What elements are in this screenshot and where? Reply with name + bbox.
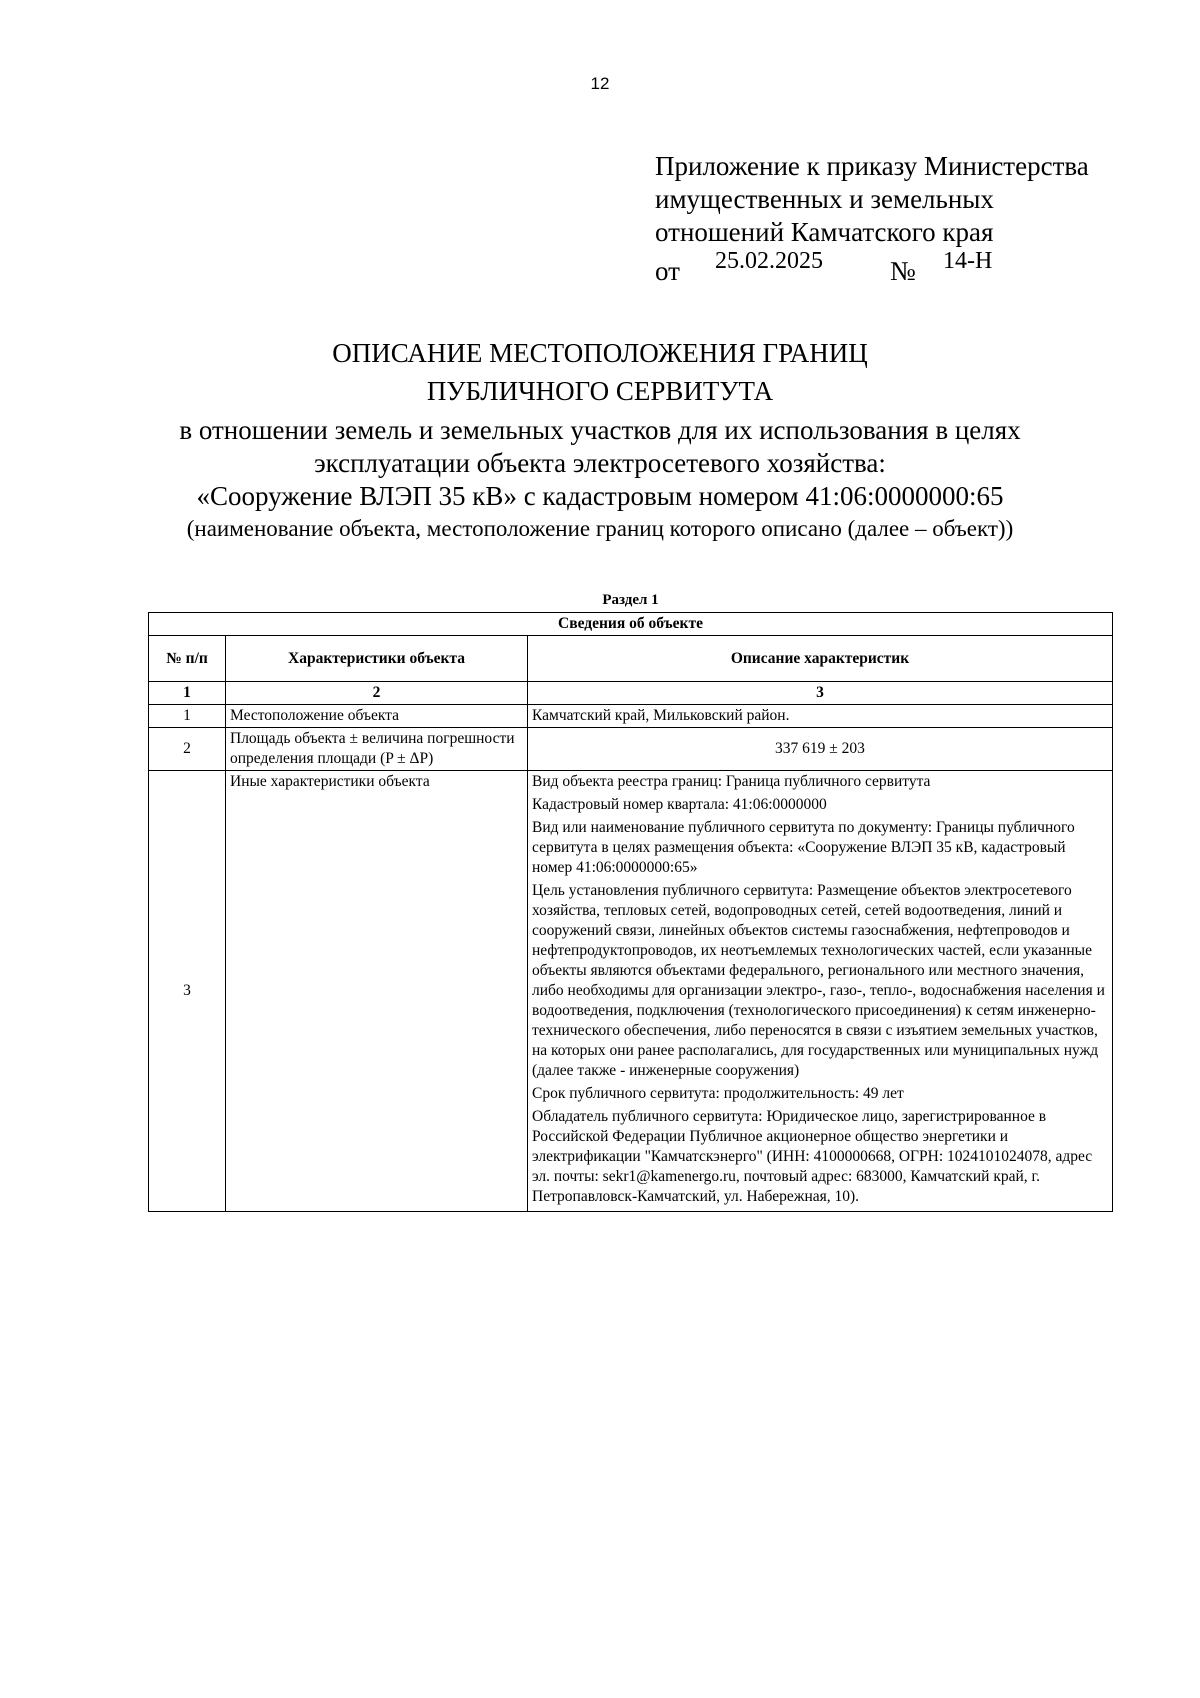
description-part: Обладатель публичного сервитута: Юридическое лицо, зарегистрированное в Российской Федерации Публичное акционерное общество энергетики и электрификации "Камчатскэнерго" (ИНН: 4100000668, ОГРН: 1024101024078, адрес эл. почты: sekr1@kamenergo.ru, почтовый адрес: 683000, Камчатский край, г. Петропавловск-Камчатский, ул. Набережная, 10). xyxy=(532,1108,1093,1205)
row-characteristic: Местоположение объекта xyxy=(226,705,528,728)
header-description: Описание характеристик xyxy=(528,636,1113,682)
row-characteristic: Площадь объекта ± величина погрешности определения площади (P ± ΔP) xyxy=(226,728,528,771)
description-part: Вид объекта реестра границ: Граница публичного сервитута xyxy=(532,773,931,790)
order-date: 25.02.2025 xyxy=(715,248,823,274)
table-caption: Сведения об объекте xyxy=(149,613,1113,636)
col-number-2: 2 xyxy=(226,682,528,705)
section-label: Раздел 1 xyxy=(602,592,659,608)
appendix-line-3: отношений Камчатского края xyxy=(655,217,994,247)
title-line-1: ОПИСАНИЕ МЕСТОПОЛОЖЕНИЯ ГРАНИЦ xyxy=(332,338,868,368)
subtitle-line-3: «Сооружение ВЛЭП 35 кВ» с кадастровым номером 41:06:0000000:65 xyxy=(196,481,1004,511)
description-part: Кадастровый номер квартала: 41:06:0000000 xyxy=(532,796,827,813)
object-info-table xyxy=(148,612,1113,1212)
table-header-row xyxy=(149,636,1113,682)
number-sign: № xyxy=(890,256,916,286)
row-num: 1 xyxy=(149,705,226,728)
description-part: Срок публичного сервитута: продолжительность: 49 лет xyxy=(532,1085,904,1102)
order-number: 14-Н xyxy=(943,248,993,274)
row-characteristic: Иные характеристики объекта xyxy=(226,771,528,1212)
table-row xyxy=(149,728,1113,771)
table-caption-row xyxy=(149,613,1113,636)
row-num: 3 xyxy=(149,771,226,1212)
subtitle-line-1: в отношении земель и земельных участков для их использования в целях xyxy=(179,415,1021,445)
row-description: Камчатский край, Мильковский район. xyxy=(528,705,1113,728)
title-line-2: ПУБЛИЧНОГО СЕРВИТУТА xyxy=(426,376,774,406)
row-num: 2 xyxy=(149,728,226,771)
appendix-line-1: Приложение к приказу Министерства xyxy=(655,151,1089,181)
order-date-line xyxy=(655,249,1155,289)
description-part: Вид или наименование публичного сервитута по документу: Границы публичного сервитута в целях размещения объекта: «Сооружение ВЛЭП 35 кВ, кадастровый номер 41:06:0000000:65» xyxy=(532,819,1075,876)
appendix-block xyxy=(655,150,1155,289)
title-note: (наименование объекта, местоположение границ которого описано (далее – объект)) xyxy=(186,516,1014,541)
document-title-block xyxy=(0,334,1200,543)
page-number: 12 xyxy=(590,74,610,93)
description-part: Цель установления публичного сервитута: Размещение объектов электросетевого хозяйства, тепловых сетей, водопроводных сетей, сетей водоотведения, линий и сооружений связи, линейных объектов системы газоснабжения, нефтепроводов и нефтепродуктопроводов, их неотъемлемых технологических частей, если указанные объекты являются объектами федерального, регионального или местного значения, либо необходимы для организации электро-, газо-, тепло-, водоснабжения населения и водоотведения, подключения (технологического присоединения) к сетям инженерно-технического обеспечения, либо переносятся в связи с изъятием земельных участков, на которых они ранее располагались, для государственных или муниципальных нужд (далее также - инженерные сооружения) xyxy=(532,882,1105,1079)
row-description xyxy=(528,771,1113,1212)
column-number-row xyxy=(149,682,1113,705)
from-label: от xyxy=(655,256,680,286)
row-description: 337 619 ± 203 xyxy=(528,728,1113,771)
header-characteristics: Характеристики объекта xyxy=(226,636,528,682)
header-num: № п/п xyxy=(149,636,226,682)
col-number-3: 3 xyxy=(528,682,1113,705)
col-number-1: 1 xyxy=(149,682,226,705)
appendix-line-2: имущественных и земельных xyxy=(655,184,994,214)
subtitle-line-2: эксплуатации объекта электросетевого хозяйства: xyxy=(314,448,886,478)
table-row xyxy=(149,771,1113,1212)
table-row xyxy=(149,705,1113,728)
